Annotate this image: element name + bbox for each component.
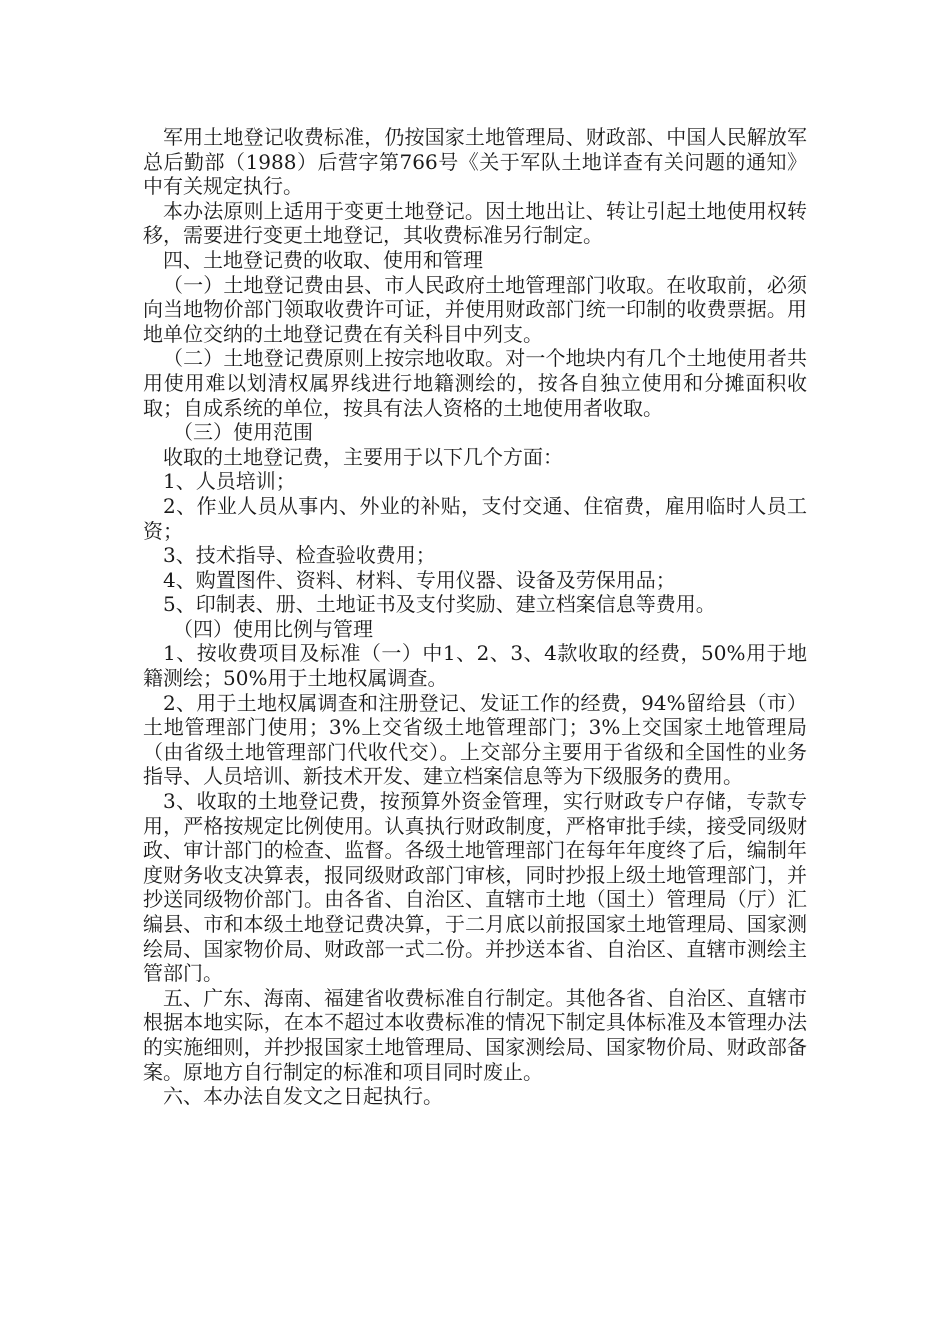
subheading-usage-scope: （三）使用范围 (173, 420, 313, 445)
paragraph-change-registration: 本办法原则上适用于变更土地登记。因土地出让、转让引起土地使用权转移，需要进行变更土地登记，其收费标准另行制定。 (143, 198, 807, 248)
paragraph-usage-intro: 收取的土地登记费，主要用于以下几个方面： (163, 444, 563, 469)
list-item-printing: 5、印制表、册、土地证书及支付奖励、建立档案信息等费用。 (163, 592, 716, 617)
list-item-training: 1、人员培训； (163, 469, 296, 494)
paragraph-military-land-fee: 军用土地登记收费标准，仍按国家土地管理局、财政部、中国人民解放军总后勤部（1988）后营字第766号《关于军队土地详查有关问题的通知》中有关规定执行。 (143, 125, 807, 199)
section-heading-four: 四、土地登记费的收取、使用和管理 (163, 247, 483, 272)
list-item-subsidy: 2、作业人员从事内、外业的补贴，支付交通、住宿费，雇用临时人员工资； (143, 493, 807, 543)
paragraph-item-1: （一）土地登记费由县、市人民政府土地管理部门收取。在收取前，必须向当地物价部门领取收费许可证，并使用财政部门统一印制的收费票据。用地单位交纳的土地登记费在有关科目中列支。 (143, 272, 807, 346)
section-five: 五、广东、海南、福建省收费标准自行制定。其他各省、自治区、直辖市根据本地实际，在本不超过本收费标准的情况下制定具体标准及本管理办法的实施细则，并抄报国家土地管理局、国家测绘局、国家物价局、财政部备案。原地方自行制定的标准和项目同时废止。 (143, 985, 807, 1084)
paragraph-ratio-1: 1、按收费项目及标准（一）中1、2、3、4款收取的经费，50%用于地籍测绘；50%用于土地权属调查。 (143, 641, 807, 691)
paragraph-item-2: （二）土地登记费原则上按宗地收取。对一个地块内有几个土地使用者共用使用难以划清权属界线进行地籍测绘的，按各自独立使用和分摊面积收取；自成系统的单位，按具有法人资格的土地使用者收取。 (143, 346, 807, 420)
list-item-equipment: 4、购置图件、资料、材料、专用仪器、设备及劳保用品； (163, 567, 676, 592)
paragraph-ratio-3: 3、收取的土地登记费，按预算外资金管理，实行财政专户存储，专款专用，严格按规定比例使用。认真执行财政制度，严格审批手续，接受同级财政、审计部门的检查、监督。各级土地管理部门在每年年度终了后，编制年度财务收支决算表，报同级财政部门审核，同时抄报上级土地管理部门，并抄送同级物价部门。由各省、自治区、直辖市土地（国土）管理局（厅）汇编县、市和本级土地登记费决算，于二月底以前报国家土地管理局、国家测绘局、国家物价局、财政部一式二份。并抄送本省、自治区、直辖市测绘主管部门。 (143, 789, 807, 986)
paragraph-ratio-2: 2、用于土地权属调查和注册登记、发证工作的经费，94%留给县（市）土地管理部门使用；3%上交省级土地管理部门；3%上交国家土地管理局（由省级土地管理部门代收代交）。上交部分主要用于省级和全国性的业务指导、人员培训、新技术开发、建立档案信息等为下级服务的费用。 (143, 690, 807, 789)
list-item-guidance: 3、技术指导、检查验收费用； (163, 543, 436, 568)
subheading-ratio-management: （四）使用比例与管理 (173, 616, 373, 641)
section-six: 六、本办法自发文之日起执行。 (163, 1084, 443, 1109)
document-body (143, 125, 807, 1109)
